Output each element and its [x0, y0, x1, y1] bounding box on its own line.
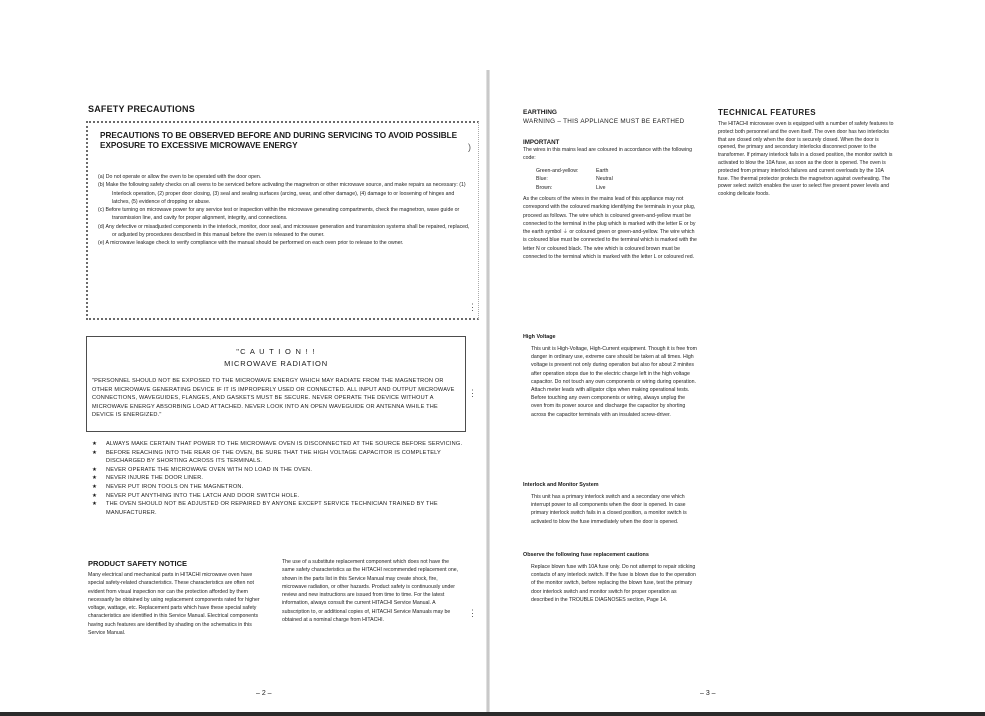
list-item: ★ NEVER OPERATE THE MICROWAVE OVEN WITH NO LOAD IN THE OVEN.	[92, 466, 313, 473]
precautions-box	[86, 121, 479, 320]
precautions-title: PRECAUTIONS TO BE OBSERVED BEFORE AND DURING SERVICING TO AVOID POSSIBLE EXPOSURE TO EXCESSIVE MICROWAVE ENERGY	[100, 131, 458, 150]
list-item: ★ THE OVEN SHOULD NOT BE ADJUSTED OR REPAIRED BY ANYONE EXCEPT SERVICE TECHNICIAN TRAINED BY THE MANUFACTURER.	[92, 501, 438, 516]
product-safety-heading: PRODUCT SAFETY NOTICE	[88, 559, 188, 568]
list-item: (d) Any defective or misadjusted components in the interlock, monitor, door seal, and microwave generation and transmission systems shall be repaired, replaced, or adjusted by procedures described in this manual before the oven is released to the owner.	[98, 223, 470, 239]
star-icon: ★	[92, 492, 98, 499]
list-item: ★ NEVER PUT IRON TOOLS ON THE MAGNETRON.	[92, 483, 244, 490]
fold-mark: ⋮	[468, 608, 477, 618]
earthing-warning: WARNING – THIS APPLIANCE MUST BE EARTHED	[523, 118, 685, 125]
list-item: (c) Before turning on microwave power for any service test or inspection within the microwave generating compartments, check the magnetron, wave guide or transmission line, and cavity for proper alignment, integrity, and connections.	[98, 207, 460, 222]
safety-star-list	[92, 440, 472, 517]
fold-mark: ⋮	[468, 388, 477, 398]
technical-features-heading: TECHNICAL FEATURES	[718, 108, 817, 117]
product-safety-text-col1: Many electrical and mechanical parts in HITACHI microwave oven have special safety-related characteristics. These characteristics are often not evident from visual inspection nor can the protection afforded by them necessarily be obtained by using replacement components rated for higher voltage, wattage, etc. Replacement parts which have these special safety characteristics are identified in this Service Manual. Electrical components having such features are identified by shading on the schematics in this Service Manual.	[88, 572, 260, 637]
high-voltage-heading: High Voltage	[523, 334, 556, 340]
interlock-heading: Interlock and Monitor System	[523, 482, 599, 488]
star-icon: ★	[92, 441, 98, 447]
table-row: Blue: Neutral	[536, 176, 613, 183]
fold-mark: )	[468, 142, 471, 152]
safety-precautions-heading: SAFETY PRECAUTIONS	[88, 104, 195, 114]
important-heading: IMPORTANT	[523, 139, 560, 146]
technical-features-body: The HITACHI microwave oven is equipped with a number of safety features to protect both personnel and the oven itself. The oven door has two interlocks that are closed only when the door is securely closed. When the door is opened, the primary and secondary interlocks disconnect power to the transformer. If primary interlock fails in a closed position, the monitor switch is activated to blow the 10A fuse, as soon as the door is opened. The oven is protected from primary interlock failures and current overloads by the 10A fuse. The thermal protector protects the magnetron against overheating. The power select switch enables the user to select five present power levels and cooking delicate foods.	[718, 121, 894, 198]
precautions-list	[98, 173, 473, 248]
page-number-right: – 3 –	[700, 690, 716, 697]
table-row: Brown: Live	[536, 184, 606, 191]
star-icon: ★	[92, 449, 98, 456]
list-item: (e) A microwave leakage check to verify compliance with the manual should be performed on each oven prior to release to the owner.	[98, 240, 404, 247]
star-icon: ★	[92, 475, 98, 482]
fold-mark: ⋮	[468, 302, 477, 312]
caution-text: "PERSONNEL SHOULD NOT BE EXPOSED TO THE MICROWAVE ENERGY WHICH MAY RADIATE FROM THE MAGNETRON OR OTHER MICROWAVE GENERATING DEVICE IF IT IS IMPROPERLY USED OR CONNECTED. ALL INPUT AND OUTPUT MICROWAVE CONNECTIONS, WAVEGUIDES, FLANGES, AND GASKETS MUST BE SECURE. NEVER OPERATE THE DEVICE WITHOUT A MICROWAVE ENERGY ABSORBING LOAD ATTACHED. NEVER LOOK INTO AN OPEN WAVEGUIDE OR ANTENNA WHILE THE DEVICE IS ENERGIZED."	[92, 378, 455, 419]
caution-box	[86, 336, 466, 432]
product-safety-text-col2: The use of a substitute replacement component which does not have the same safety characteristics as the HITACHI recommended replacement one, shown in the parts list in this Service Manual may create shock, fire, microwave radiation, or other hazards. Product safety is continuously under review and new instructions are issued from time to time. For the latest information, always consult the current HITACHI Service Manual. A subscription to, or additional copies of, HITACHI Service Manuals may be obtained at a nominal charge from HITACHI.	[282, 559, 459, 624]
list-item: ★ NEVER PUT ANYTHING INTO THE LATCH AND DOOR SWITCH HOLE.	[92, 492, 300, 499]
caution-heading: "C A U T I O N ! !	[236, 347, 316, 356]
page-number-left: – 2 –	[256, 690, 272, 697]
table-row: Green-and-yellow: Earth	[536, 168, 609, 174]
wire-code-table	[536, 167, 613, 192]
list-item: ★ NEVER INJURE THE DOOR LINER.	[92, 475, 204, 482]
fuse-body: Replace blown fuse with 10A fuse only. Do not attempt to repair sticking contacts of any interlock switch. If the fuse is blown due to the operation of the monitor switch, before replacing the blown fuse, test the primary door interlock switch and monitor switch for proper operation as described in the TROUBLE DIAGNOSES section, Page 14.	[531, 564, 696, 603]
high-voltage-body: This unit is High-Voltage, High-Current equipment. Though it is free from danger in ordinary use, extreme care should be taken at all times. High voltage is present not only during operation but also for about 2 minites after operation stops due to the electric charge left in the high voltage capacitor. Do not touch any own components or wiring during operation. Attach meter leads with alligator clips when making operational tests. Before touching any oven components or wiring, always unplug the oven from its power source and discharge the capacitor by shorting across the capacitor terminals with an insulated screw-driver.	[531, 346, 697, 418]
left-page	[0, 0, 490, 716]
list-item: (a) Do not operate or allow the oven to be operated with the door open.	[98, 174, 262, 180]
earthing-body: As the colours of the wires in the mains lead of this appliance may not correspond with the coloured marking identifying the terminals in your plug, proceed as follows. The wire which is coloured green-and-yellow must be connected to the terminal in the plug which is marked with the letter E or by the earth symbol ⏚ or coloured green or green-and-yellow. The wire which is coloured blue must be connected to the terminal which is marked with the letter N or coloured black. The wire which is coloured brown must be connected to the terminal which is marked with the letter L or coloured red.	[523, 196, 697, 261]
interlock-body: This unit has a primary interlock switch and a secondary one which interrupt power to all components when the door is opened. In case primary interlock switch fails in a closed position, a monitor switch is activated to blow the fuse immediately when the door is opened.	[531, 494, 687, 525]
earthing-intro: The wires in this mains lead are coloured in accordance with the following code:	[523, 147, 692, 162]
caution-subheading: MICROWAVE RADIATION	[224, 359, 328, 368]
earthing-heading: EARTHING	[523, 109, 557, 116]
list-item: (b) Make the following safety checks on all ovens to be serviced before activating the magnetron or other microwave source, and make repairs as necessary: (1) Interlock operation, (2) proper door closing, (3) seal and sealing surfaces (arcing, wear, and other damage), (4) damage to or loosening of hinges and latches, (5) evidence of dropping or abuse.	[98, 182, 466, 205]
fuse-heading: Observe the following fuse replacement cautions	[523, 552, 649, 558]
list-item: ★ BEFORE REACHING INTO THE REAR OF THE OVEN, BE SURE THAT THE HIGH VOLTAGE CAPACITOR IS COMPLETELY DISCHARGED BY SHORTING ACROSS ITS TERMINALS.	[92, 449, 441, 465]
scan-edge	[0, 712, 985, 716]
star-icon: ★	[92, 483, 98, 490]
star-icon: ★	[92, 501, 98, 508]
star-icon: ★	[92, 466, 98, 473]
list-item: ★ ALWAYS MAKE CERTAIN THAT POWER TO THE MICROWAVE OVEN IS DISCONNECTED AT THE SOURCE BEFORE SERVICING.	[92, 441, 463, 447]
page-gutter	[486, 70, 490, 716]
